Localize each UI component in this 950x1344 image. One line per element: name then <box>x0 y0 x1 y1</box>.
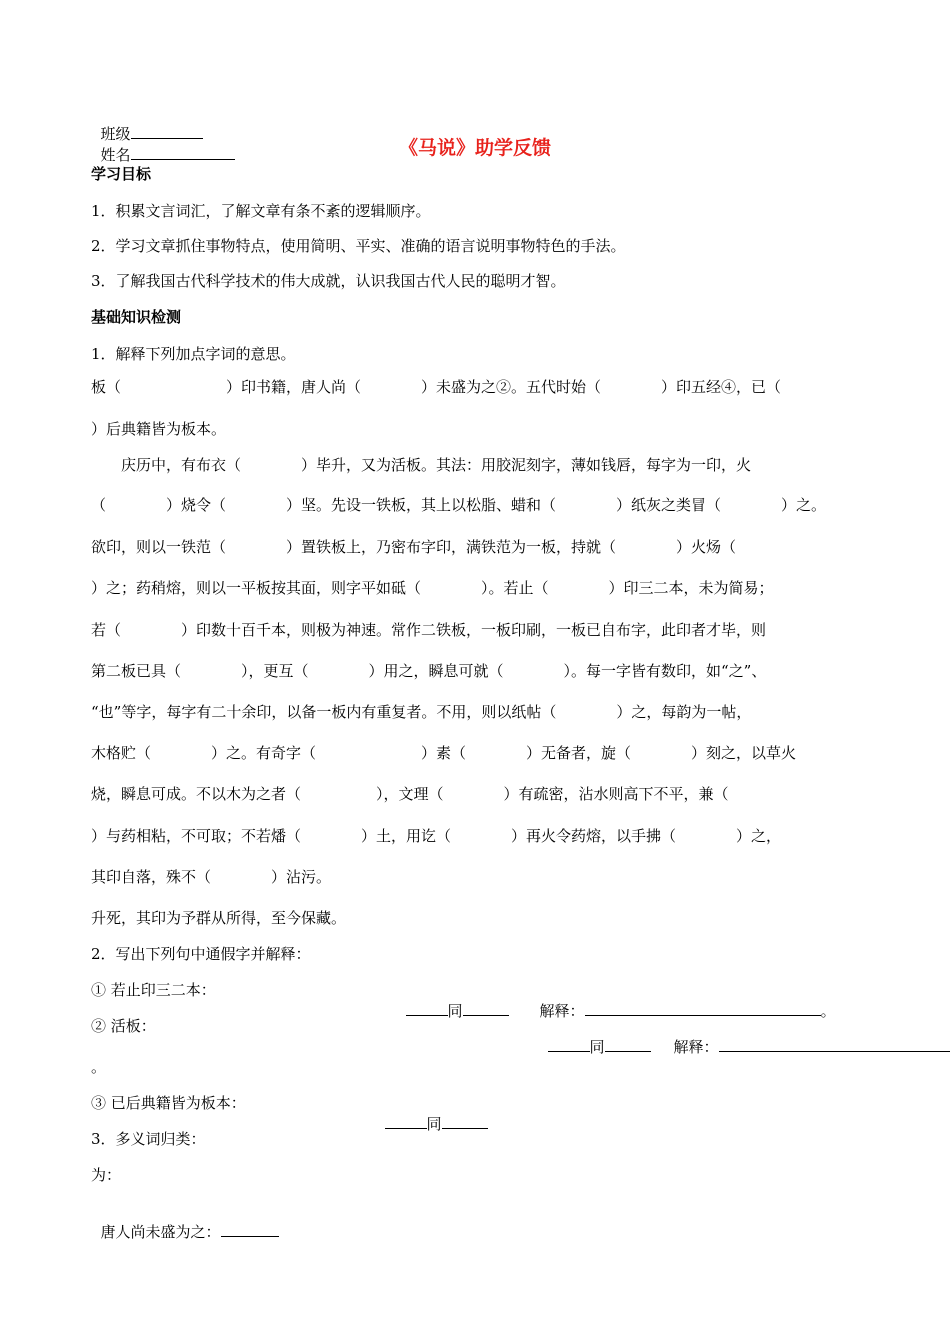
char-blank[interactable] <box>442 1113 488 1129</box>
class-label: 班级 <box>100 125 131 143</box>
q2-item-2-answer <box>538 1016 651 1057</box>
char-blank[interactable] <box>548 1036 590 1052</box>
passage-line: 第二板已具（ ），更互（ ）用之，瞬息可就（ ）。每一字皆有数印，如“之”、 <box>91 662 767 680</box>
char-blank[interactable] <box>605 1036 651 1052</box>
explain-label: 解释： <box>539 1002 585 1020</box>
goal-item: 3．了解我国古代科学技术的伟大成就，认识我国古代人民的聪明才智。 <box>91 272 566 290</box>
passage-line: 庆历中，有布衣（ ）毕升，又为活板。其法：用胶泥刻字，薄如钱唇，每字为一印，火 <box>91 456 752 474</box>
char-blank[interactable] <box>406 1000 448 1016</box>
q2-item-1-answer <box>396 980 509 1021</box>
basics-heading: 基础知识检测 <box>91 308 182 326</box>
explain-label: 解释： <box>673 1038 719 1056</box>
passage-line: 其印自落，殊不（ ）沾污。 <box>91 868 332 886</box>
passage-line: 烧，瞬息可成。不以木为之者（ ），文理（ ）有疏密，沾水则高下不平，兼（ <box>91 785 729 803</box>
q1-prompt: 1．解释下列加点字词的意思。 <box>91 345 296 363</box>
passage-line: “也”等字，每字有二十余印，以备一板内有重复者。不用，则以纸帖（ ）之，每韵为一帖， <box>91 703 752 721</box>
answer-blank[interactable] <box>221 1221 279 1237</box>
q2-item-1-label: ① 若止印三二本： <box>91 981 216 999</box>
passage-line: ）与药相粘，不可取；不若燔（ ）土，用讫（ ）再火令药熔，以手拂（ ）之， <box>91 827 782 845</box>
passage-line: ）后典籍皆为板本。 <box>91 420 227 438</box>
char-blank[interactable] <box>385 1113 427 1129</box>
page-title: 《马说》助学反馈 <box>398 137 551 159</box>
q2-item-3-answer <box>375 1093 488 1134</box>
passage-line: 升死，其印为予群从所得，至今保藏。 <box>91 909 347 927</box>
passage-line: 欲印，则以一铁范（ ）置铁板上，乃密布字印，满铁范为一板，持就（ ）火炀（ <box>91 538 767 556</box>
same-as-label: 同 <box>447 1002 463 1020</box>
name-label: 姓名 <box>100 146 131 164</box>
q2-item-2-explain <box>664 1016 950 1057</box>
q3-example-text: 唐人尚未盛为之： <box>100 1223 221 1241</box>
q2-item-2-label: ② 活板： <box>91 1017 156 1035</box>
q3-word: 为： <box>91 1166 122 1184</box>
passage-line: 若（ ）印数十百千本，则极为神速。常作二铁板，一板印刷，一板已自布字，此印者才毕，则 <box>91 621 767 639</box>
same-as-label: 同 <box>426 1115 442 1133</box>
passage-line: （ ）烧令（ ）坚。先设一铁板，其上以松脂、蜡和（ ）纸灰之类冒（ ）之。 <box>91 496 827 514</box>
q2-item-1-explain <box>530 980 836 1021</box>
explain-blank[interactable] <box>719 1036 950 1052</box>
q3-example <box>91 1201 279 1242</box>
q2-prompt: 2．写出下列句中通假字并解释： <box>91 945 311 963</box>
end-mark: 。 <box>820 1002 836 1020</box>
goal-item: 2．学习文章抓住事物特点，使用简明、平实、准确的语言说明事物特色的手法。 <box>91 237 626 255</box>
goals-heading: 学习目标 <box>91 165 152 183</box>
end-mark: 。 <box>91 1058 107 1076</box>
q3-prompt: 3．多义词归类： <box>91 1130 206 1148</box>
explain-blank[interactable] <box>585 1000 821 1016</box>
passage-line: 板（ ）印书籍，唐人尚（ ）未盛为之②。五代时始（ ）印五经④，已（ <box>91 378 782 396</box>
passage-line: ）之；药稍熔，则以一平板按其面，则字平如砥（ ）。若止（ ）印三二本，未为简易； <box>91 579 774 597</box>
q2-item-3-label: ③ 已后典籍皆为板本： <box>91 1094 246 1112</box>
passage-line: 木格贮（ ）之。有奇字（ ）素（ ）无备者，旋（ ）刻之，以草火 <box>91 744 797 762</box>
goal-item: 1．积累文言词汇，了解文章有条不紊的逻辑顺序。 <box>91 202 431 220</box>
same-as-label: 同 <box>589 1038 605 1056</box>
char-blank[interactable] <box>463 1000 509 1016</box>
